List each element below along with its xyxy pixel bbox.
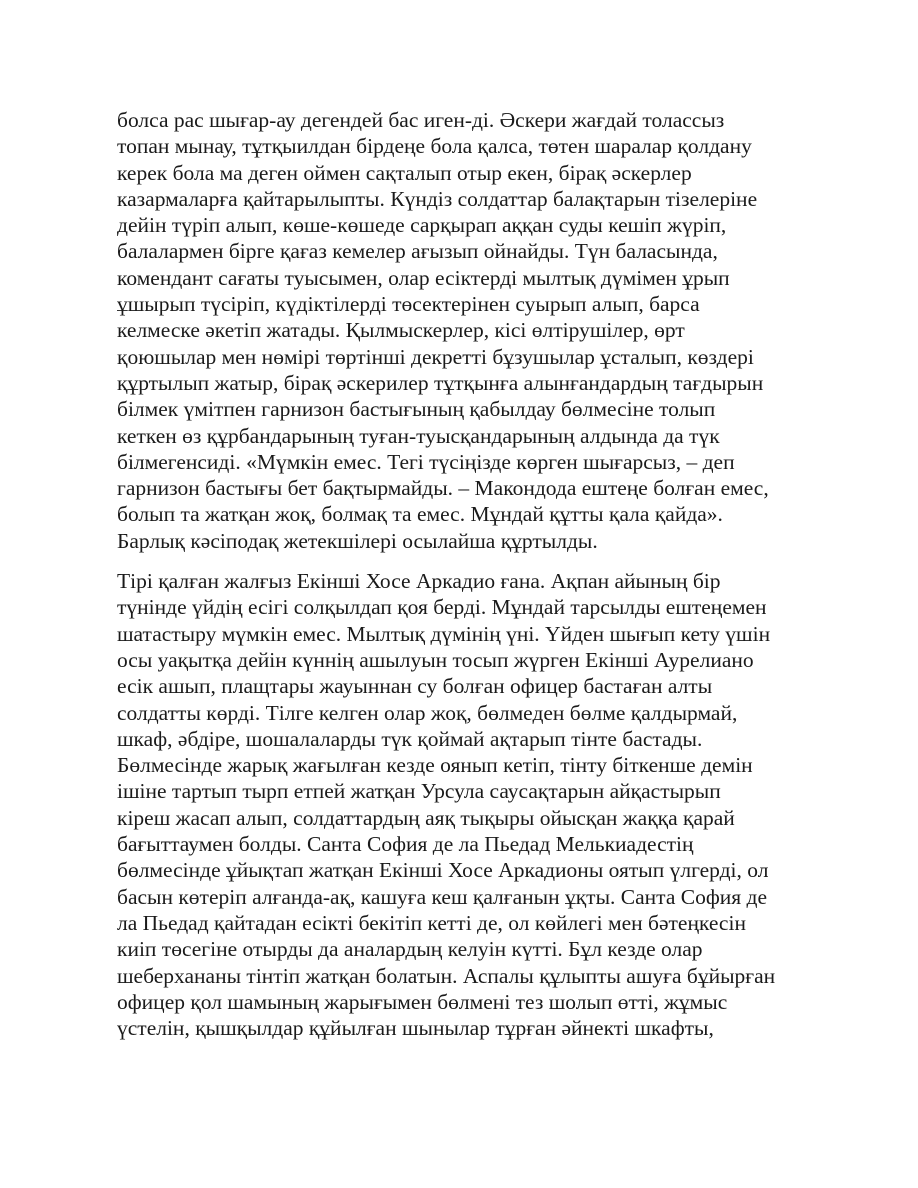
text-line: білмегенсиді. «Мүмкін емес. Тегі түсіңізде көрген шығарсыз, – деп bbox=[117, 449, 735, 474]
text-line: Барлық кәсіподақ жетекшілері осылайша құртылды. bbox=[117, 528, 598, 553]
text-line: кіреш жасап алып, солдаттардың аяқ тықыры ойысқан жаққа қарай bbox=[117, 805, 735, 830]
text-line: білмек үмітпен гарнизон бастығының қабылдау бөлмесіне толып bbox=[117, 397, 716, 422]
text-line: керек бола ма деген оймен сақталып отыр екен, бірақ әскерлер bbox=[117, 160, 692, 185]
text-line: бағыттаумен болды. Санта София де ла Пьедад Мелькиадестің bbox=[117, 832, 694, 857]
text-line: шкаф, әбдіре, шошалаларды түк қоймай ақтарып тінте бастады. bbox=[117, 726, 703, 751]
text-line: үстелін, қышқылдар құйылған шынылар тұрған әйнекті шкафты, bbox=[117, 1016, 714, 1041]
text-line: солдатты көрді. Тілге келген олар жоқ, бөлмеден бөлме қалдырмай, bbox=[117, 700, 738, 725]
text-line: түнінде үйдің есігі солқылдап қоя берді. Мұндай тарсылды ештеңемен bbox=[117, 595, 767, 620]
text-line: келмеске әкетіп жатады. Қылмыскерлер, кісі өлтірушілер, өрт bbox=[117, 318, 685, 343]
text-line: Бөлмесінде жарық жағылған кезде оянып кетіп, тінту біткенше демін bbox=[117, 753, 753, 778]
text-line: осы уақытқа дейін күннің ашылуын тосып жүрген Екінші Аурелиано bbox=[117, 647, 754, 672]
document-page bbox=[117, 107, 817, 1041]
text-line: топан мынау, тұтқыилдан бірдеңе бола қалса, төтен шаралар қолдану bbox=[117, 134, 752, 159]
text-line: есік ашып, плащтары жауыннан су болған офицер бастаған алты bbox=[117, 674, 713, 699]
text-line: болса рас шығар-ау дегендей бас иген-ді. Әскери жағдай толассыз bbox=[117, 108, 725, 132]
text-line: құртылып жатыр, бірақ әскерилер тұтқынға алынғандардың тағдырын bbox=[117, 370, 764, 395]
paragraph-1 bbox=[117, 107, 817, 554]
text-line: гарнизон бастығы бет бақтырмайды. – Макондода ештеңе болған емес, bbox=[117, 476, 769, 501]
paragraph-2 bbox=[117, 568, 817, 1041]
text-line: ла Пьедад қайтадан есікті бекітіп кетті де, ол көйлегі мен бәтеңкесін bbox=[117, 910, 746, 935]
paragraph-spacing bbox=[117, 554, 817, 568]
text-line: ішіне тартып тырп етпей жатқан Урсула саусақтарын айқастырып bbox=[117, 779, 721, 804]
text-line: бөлмесінде ұйықтап жатқан Екінші Хосе Аркадионы оятып үлгерді, ол bbox=[117, 858, 769, 883]
text-line: қоюшылар мен нөмірі төртінші декретті бұзушылар ұсталып, көздері bbox=[117, 344, 754, 369]
text-line: балалармен бірге қағаз кемелер ағызып ойнайды. Түн баласында, bbox=[117, 239, 718, 264]
text-line: Тірі қалған жалғыз Екінші Хосе Аркадио ғана. Ақпан айының бір bbox=[117, 569, 721, 594]
text-line: казармаларға қайтарылыпты. Күндіз солдаттар балақтарын тізелеріне bbox=[117, 186, 758, 211]
text-line: кеткен өз құрбандарының туған-туысқандарының алдында да түк bbox=[117, 423, 720, 448]
text-line: басын көтеріп алғанда-ақ, кашуға кеш қалғанын ұқты. Санта София де bbox=[117, 884, 768, 909]
text-line: шатастыру мүмкін емес. Мылтық дүмінің үні. Үйден шығып кету үшін bbox=[117, 621, 771, 646]
text-line: дейін түріп алып, көше-көшеде сарқырап аққан суды кешіп жүріп, bbox=[117, 213, 727, 238]
text-line: шеберхананы тінтіп жатқан болатын. Аспалы құлыпты ашуға бұйырған bbox=[117, 963, 776, 988]
text-line: комендант сағаты туысымен, олар есіктерді мылтық дүмімен ұрып bbox=[117, 265, 730, 290]
text-line: киіп төсегіне отырды да аналардың келуін күтті. Бұл кезде олар bbox=[117, 937, 703, 962]
text-line: офицер қол шамының жарығымен бөлмені тез шолып өтті, жұмыс bbox=[117, 989, 728, 1014]
text-line: болып та жатқан жоқ, болмақ та емес. Мұндай құтты қала қайда». bbox=[117, 502, 723, 527]
text-line: ұшырып түсіріп, күдіктілерді төсектерінен суырып алып, барса bbox=[117, 292, 700, 317]
